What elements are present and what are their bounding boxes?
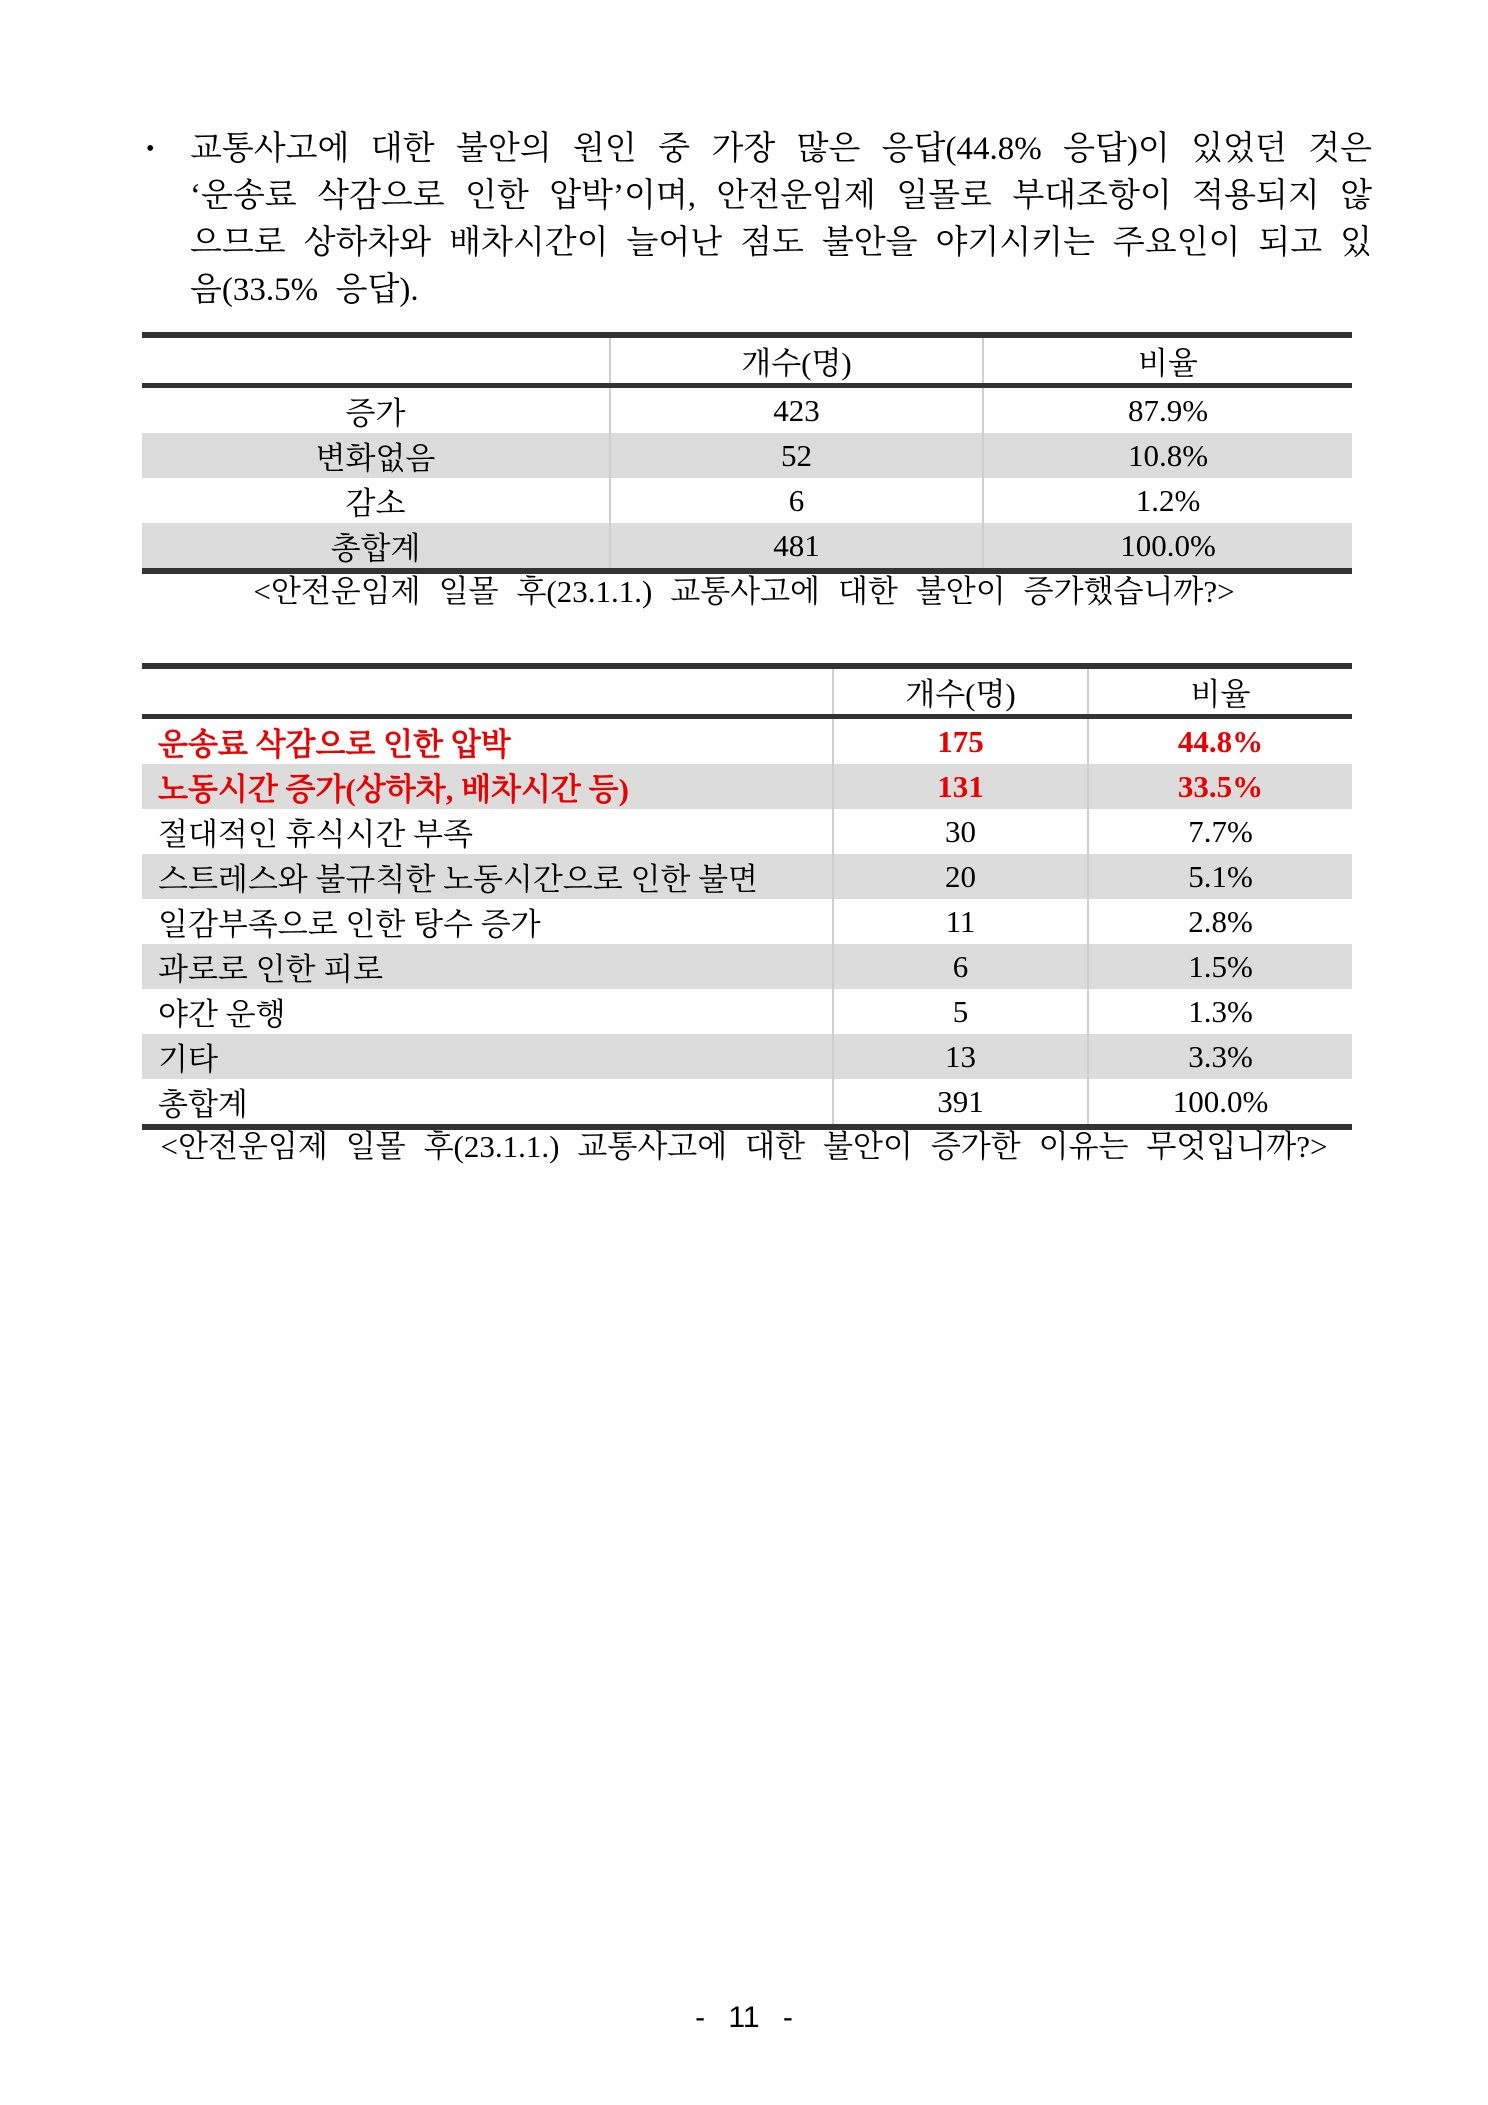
cell-count: 481 xyxy=(610,523,983,571)
column-header: 개수(명) xyxy=(610,335,983,386)
cell-ratio: 87.9% xyxy=(983,386,1352,434)
cell-label: 총합계 xyxy=(158,1087,248,1122)
cell-count: 52 xyxy=(610,433,983,478)
anxiety-reason-table xyxy=(142,663,1352,1130)
cell-count: 11 xyxy=(833,899,1088,944)
table-row xyxy=(142,1079,1352,1127)
cell-ratio: 10.8% xyxy=(983,433,1352,478)
cell-ratio: 1.3% xyxy=(1088,989,1352,1034)
cell-count: 175 xyxy=(833,717,1088,765)
cell-ratio: 100.0% xyxy=(1088,1079,1352,1127)
paragraph-text: 교통사고에 대한 불안의 원인 중 가장 많은 응답(44.8% 응답)이 있었던 것은 ‘운송료 삭감으로 인한 압박’이며, 안전운임제 일몰로 부대조항이 적용되지 않으므로 상하차와 배차시간이 늘어난 점도 불안을 야기시키는 주요인이 되고 있음(33.5% 응답). xyxy=(190,131,1372,308)
table-row xyxy=(142,854,1352,899)
cell-count: 5 xyxy=(833,989,1088,1034)
cell-ratio: 44.8% xyxy=(1088,717,1352,765)
cell-label: 변화없음 xyxy=(315,441,436,476)
cell-ratio: 1.5% xyxy=(1088,944,1352,989)
cell-ratio: 1.2% xyxy=(983,478,1352,523)
cell-count: 30 xyxy=(833,809,1088,854)
cell-ratio: 33.5% xyxy=(1088,764,1352,809)
cell-count: 6 xyxy=(833,944,1088,989)
page-number: - 11 - xyxy=(695,2001,793,2034)
cell-label: 노동시간 증가(상하차, 배차시간 등) xyxy=(158,772,629,807)
cell-label: 증가 xyxy=(345,396,406,431)
bullet-paragraph xyxy=(146,126,1372,314)
cell-ratio: 5.1% xyxy=(1088,854,1352,899)
cell-label: 과로로 인한 피로 xyxy=(158,952,384,987)
cell-label: 절대적인 휴식시간 부족 xyxy=(158,817,473,852)
table-row xyxy=(142,523,1352,571)
cell-label: 야간 운행 xyxy=(158,997,286,1032)
cell-label: 일감부족으로 인한 탕수 증가 xyxy=(158,907,541,942)
table-header-row xyxy=(142,335,1352,386)
bullet-marker: • xyxy=(146,136,155,162)
table-row xyxy=(142,764,1352,809)
cell-ratio: 100.0% xyxy=(983,523,1352,571)
column-header: 비율 xyxy=(1088,666,1352,717)
cell-count: 6 xyxy=(610,478,983,523)
table1-caption: <안전운임제 일몰 후(23.1.1.) 교통사고에 대한 불안이 증가했습니까?> xyxy=(253,574,1235,609)
column-header: 개수(명) xyxy=(833,666,1088,717)
anxiety-increase-table xyxy=(142,332,1352,574)
table-row xyxy=(142,899,1352,944)
table-row xyxy=(142,989,1352,1034)
table-row xyxy=(142,1034,1352,1079)
cell-label: 스트레스와 불규칙한 노동시간으로 인한 불면 xyxy=(158,862,758,897)
cell-ratio: 3.3% xyxy=(1088,1034,1352,1079)
label-column-header xyxy=(142,666,833,717)
table-row xyxy=(142,944,1352,989)
cell-ratio: 7.7% xyxy=(1088,809,1352,854)
table-header-row xyxy=(142,666,1352,717)
table-row xyxy=(142,809,1352,854)
cell-label: 기타 xyxy=(158,1042,218,1077)
table-row xyxy=(142,717,1352,765)
cell-count: 131 xyxy=(833,764,1088,809)
table-row xyxy=(142,433,1352,478)
cell-count: 13 xyxy=(833,1034,1088,1079)
table2-caption: <안전운임제 일몰 후(23.1.1.) 교통사고에 대한 불안이 증가한 이유는 무엇입니까?> xyxy=(160,1129,1328,1164)
table-row xyxy=(142,478,1352,523)
cell-count: 391 xyxy=(833,1079,1088,1127)
cell-label: 감소 xyxy=(345,486,406,521)
cell-label: 총합계 xyxy=(330,531,421,566)
cell-ratio: 2.8% xyxy=(1088,899,1352,944)
cell-count: 423 xyxy=(610,386,983,434)
label-column-header xyxy=(142,335,610,386)
cell-label: 운송료 삭감으로 인한 압박 xyxy=(158,727,511,762)
cell-count: 20 xyxy=(833,854,1088,899)
table-row xyxy=(142,386,1352,434)
column-header: 비율 xyxy=(983,335,1352,386)
